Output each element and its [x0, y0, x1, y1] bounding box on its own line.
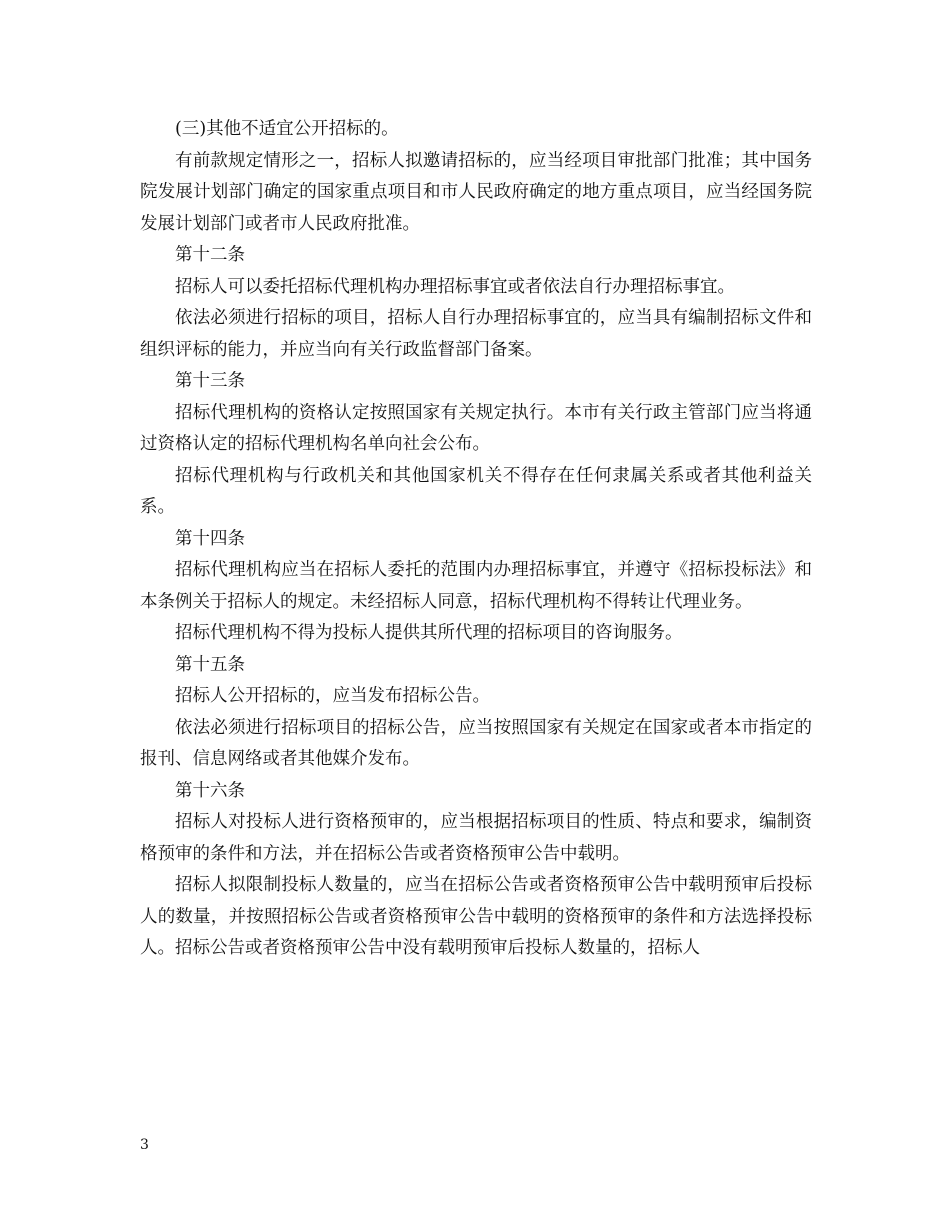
paragraph: 招标代理机构不得为投标人提供其所代理的招标项目的咨询服务。: [175, 623, 683, 643]
paragraph: 依法必须进行招标项目的招标公告，应当按照国家有关规定在国家或者本市指定的报刊、信息网络或者其他媒介发布。: [140, 717, 812, 769]
paragraph: 依法必须进行招标的项目，招标人自行办理招标事宜的，应当具有编制招标文件和组织评标的能力，并应当向有关行政监督部门备案。: [140, 308, 812, 360]
paragraph: 招标代理机构应当在招标人委托的范围内办理招标事宜，并遵守《招标投标法》和本条例关于招标人的规定。未经招标人同意，招标代理机构不得转让代理业务。: [140, 560, 812, 612]
paragraph: 招标人对投标人进行资格预审的，应当根据招标项目的性质、特点和要求，编制资格预审的条件和方法，并在招标公告或者资格预审公告中载明。: [140, 812, 812, 864]
paragraph: 招标代理机构的资格认定按照国家有关规定执行。本市有关行政主管部门应当将通过资格认定的招标代理机构名单向社会公布。: [140, 402, 812, 454]
paragraph: 招标人公开招标的，应当发布招标公告。: [175, 686, 490, 706]
page-number: 3: [140, 1137, 149, 1153]
article-heading: 第十四条: [175, 528, 245, 549]
article-heading: 第十五条: [175, 654, 245, 675]
paragraph: (三)其他不适宜公开招标的。: [175, 119, 399, 139]
article-heading: 第十三条: [175, 371, 245, 391]
paragraph: 招标人可以委托招标代理机构办理招标事宜或者依法自行办理招标事宜。: [175, 276, 735, 297]
paragraph: 招标代理机构与行政机关和其他国家机关不得存在任何隶属关系或者其他利益关系。: [140, 465, 812, 517]
paragraph: 有前款规定情形之一，招标人拟邀请招标的，应当经项目审批部门批准；其中国务院发展计划部门确定的国家重点项目和市人民政府确定的地方重点项目，应当经国务院发展计划部门或者市人民政府批准。: [140, 150, 812, 234]
article-heading: 第十六条: [175, 780, 245, 801]
paragraph: 招标人拟限制投标人数量的，应当在招标公告或者资格预审公告中载明预审后投标人的数量，并按照招标公告或者资格预审公告中载明的资格预审的条件和方法选择投标人。招标公告或者资格预审公告中没有载明预审后投标人数量的，招标人: [140, 875, 812, 958]
article-heading: 第十二条: [175, 245, 245, 265]
document-body: [140, 114, 812, 965]
